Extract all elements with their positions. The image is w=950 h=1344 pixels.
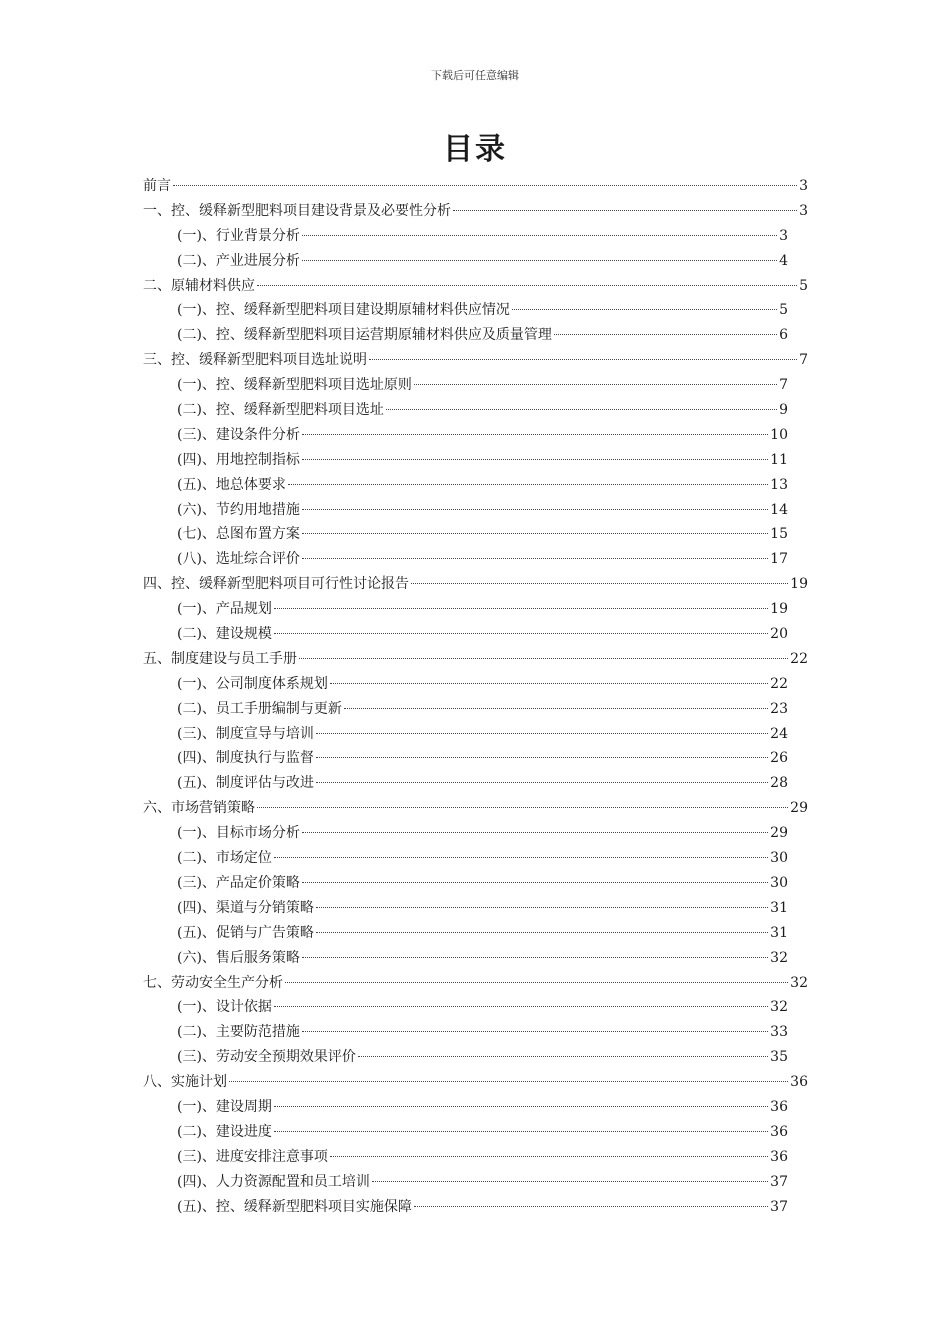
toc-dot-leader xyxy=(274,1131,768,1132)
toc-entry[interactable] xyxy=(143,249,808,274)
toc-entry[interactable] xyxy=(143,348,808,373)
toc-entry[interactable] xyxy=(143,274,808,299)
toc-entry[interactable] xyxy=(143,946,808,971)
toc-dot-leader xyxy=(302,1031,768,1032)
toc-entry[interactable] xyxy=(143,995,808,1020)
toc-entry-label: 二、原辅材料供应 xyxy=(143,277,255,294)
toc-entry-label: 前言 xyxy=(143,178,171,194)
toc-dot-leader xyxy=(285,982,788,983)
toc-entry[interactable] xyxy=(143,921,808,946)
toc-dot-leader xyxy=(302,434,768,435)
toc-entry-page-number: 36 xyxy=(770,1148,788,1165)
toc-entry-label: (四)、人力资源配置和员工培训 xyxy=(177,1173,370,1190)
toc-entry-label: (一)、建设周期 xyxy=(177,1098,272,1115)
toc-entry-page-number: 5 xyxy=(799,277,808,294)
toc-entry-label: (六)、售后服务策略 xyxy=(177,949,300,966)
toc-entry-label: (一)、产品规划 xyxy=(177,601,272,618)
toc-dot-leader xyxy=(274,1106,768,1107)
toc-entry-page-number: 30 xyxy=(770,850,788,867)
toc-dot-leader xyxy=(302,558,768,559)
toc-entry-page-number: 10 xyxy=(770,426,788,443)
toc-dot-leader xyxy=(372,1181,768,1182)
toc-dot-leader xyxy=(386,409,777,410)
page-title: 目录 xyxy=(443,132,507,167)
toc-entry[interactable] xyxy=(143,722,808,747)
toc-dot-leader xyxy=(288,484,768,485)
toc-dot-leader xyxy=(414,1206,768,1207)
toc-entry[interactable] xyxy=(143,298,808,323)
toc-entry[interactable] xyxy=(143,971,808,996)
toc-dot-leader xyxy=(257,285,797,286)
toc-entry-page-number: 26 xyxy=(770,750,788,767)
toc-entry-label: (二)、产业进展分析 xyxy=(177,252,300,269)
toc-dot-leader xyxy=(316,907,768,908)
toc-dot-leader xyxy=(554,334,777,335)
toc-entry-label: (四)、渠道与分销策略 xyxy=(177,899,314,916)
toc-dot-leader xyxy=(274,608,768,609)
toc-entry-page-number: 9 xyxy=(779,402,788,419)
toc-entry-page-number: 5 xyxy=(779,302,788,319)
toc-entry-page-number: 14 xyxy=(770,501,788,518)
toc-dot-leader xyxy=(369,359,797,360)
toc-entry-label: (五)、控、缓释新型肥料项目实施保障 xyxy=(177,1198,412,1215)
toc-dot-leader xyxy=(330,1156,768,1157)
toc-entry-page-number: 37 xyxy=(770,1198,788,1215)
toc-entry-page-number: 32 xyxy=(790,974,808,991)
toc-entry[interactable] xyxy=(143,697,808,722)
toc-entry-label: (八)、选址综合评价 xyxy=(177,551,300,568)
toc-entry-page-number: 29 xyxy=(790,800,808,817)
toc-dot-leader xyxy=(302,459,768,460)
toc-entry-page-number: 23 xyxy=(770,700,788,717)
toc-entry-label: 六、市场营销策略 xyxy=(143,800,255,817)
toc-entry[interactable] xyxy=(143,1120,808,1145)
toc-entry-page-number: 15 xyxy=(770,526,788,543)
toc-entry-page-number: 28 xyxy=(770,775,788,792)
toc-entry[interactable] xyxy=(143,647,808,672)
toc-entry-page-number: 3 xyxy=(799,202,808,219)
toc-entry-page-number: 17 xyxy=(770,551,788,568)
toc-entry[interactable] xyxy=(143,398,808,423)
toc-entry-label: 四、控、缓释新型肥料项目可行性讨论报告 xyxy=(143,576,409,593)
toc-dot-leader xyxy=(229,1081,788,1082)
header-note: 下载后可任意编辑 xyxy=(431,69,519,82)
toc-entry[interactable] xyxy=(143,1095,808,1120)
toc-entry-page-number: 32 xyxy=(770,949,788,966)
toc-dot-leader xyxy=(316,733,768,734)
toc-entry[interactable] xyxy=(143,323,808,348)
toc-entry-page-number: 19 xyxy=(790,576,808,593)
toc-entry-label: (一)、设计依据 xyxy=(177,999,272,1016)
toc-entry-label: (二)、建设进度 xyxy=(177,1123,272,1140)
toc-dot-leader xyxy=(316,782,768,783)
toc-entry-label: (四)、用地控制指标 xyxy=(177,451,300,468)
toc-entry-page-number: 20 xyxy=(770,626,788,643)
toc-entry[interactable] xyxy=(143,498,808,523)
toc-dot-leader xyxy=(453,210,797,211)
toc-entry[interactable] xyxy=(143,746,808,771)
toc-dot-leader xyxy=(414,384,777,385)
toc-dot-leader xyxy=(302,260,777,261)
toc-entry-label: 五、制度建设与员工手册 xyxy=(143,650,297,667)
toc-entry-label: (一)、控、缓释新型肥料项目选址原则 xyxy=(177,377,412,394)
toc-entry-page-number: 3 xyxy=(779,227,788,244)
toc-entry-page-number: 31 xyxy=(770,924,788,941)
toc-entry-page-number: 36 xyxy=(770,1123,788,1140)
toc-dot-leader xyxy=(302,882,768,883)
toc-entry-page-number: 4 xyxy=(779,252,788,269)
toc-entry-page-number: 6 xyxy=(779,327,788,344)
toc-dot-leader xyxy=(274,633,768,634)
toc-dot-leader xyxy=(302,957,768,958)
toc-dot-leader xyxy=(274,857,768,858)
toc-dot-leader xyxy=(302,533,768,534)
toc-entry-label: (六)、节约用地措施 xyxy=(177,501,300,518)
toc-dot-leader xyxy=(302,509,768,510)
toc-entry-label: (三)、建设条件分析 xyxy=(177,426,300,443)
toc-entry-page-number: 35 xyxy=(770,1049,788,1066)
toc-entry[interactable] xyxy=(143,1020,808,1045)
toc-dot-leader xyxy=(330,683,768,684)
toc-entry[interactable] xyxy=(143,672,808,697)
toc-entry[interactable] xyxy=(143,771,808,796)
toc-entry[interactable] xyxy=(143,1045,808,1070)
toc-entry-label: (二)、主要防范措施 xyxy=(177,1024,300,1041)
toc-entry-label: (三)、劳动安全预期效果评价 xyxy=(177,1049,356,1066)
toc-entry-page-number: 29 xyxy=(770,825,788,842)
toc-dot-leader xyxy=(344,708,768,709)
toc-entry-label: (一)、行业背景分析 xyxy=(177,227,300,244)
toc-entry-label: (五)、制度评估与改进 xyxy=(177,775,314,792)
toc-dot-leader xyxy=(316,932,768,933)
toc-entry-label: 八、实施计划 xyxy=(143,1074,227,1091)
toc-entry[interactable] xyxy=(143,1145,808,1170)
toc-entry-label: (三)、产品定价策略 xyxy=(177,874,300,891)
toc-entry-label: (一)、控、缓释新型肥料项目建设期原辅材料供应情况 xyxy=(177,302,510,319)
toc-entry[interactable] xyxy=(143,821,808,846)
toc-dot-leader xyxy=(173,185,797,186)
toc-dot-leader xyxy=(411,583,788,584)
toc-entry-page-number: 31 xyxy=(770,899,788,916)
toc-entry[interactable] xyxy=(143,896,808,921)
toc-entry[interactable] xyxy=(143,423,808,448)
toc-entry[interactable] xyxy=(143,199,808,224)
toc-entry-label: 七、劳动安全生产分析 xyxy=(143,974,283,991)
toc-dot-leader xyxy=(512,309,777,310)
toc-entry-page-number: 36 xyxy=(770,1098,788,1115)
toc-entry-page-number: 3 xyxy=(799,178,808,194)
toc-entry[interactable] xyxy=(143,846,808,871)
toc-entry-label: (一)、目标市场分析 xyxy=(177,825,300,842)
table-of-contents xyxy=(143,174,808,1219)
toc-entry-page-number: 11 xyxy=(770,451,788,468)
toc-entry-page-number: 33 xyxy=(770,1024,788,1041)
toc-entry-page-number: 37 xyxy=(770,1173,788,1190)
toc-entry-label: (五)、促销与广告策略 xyxy=(177,924,314,941)
toc-entry-page-number: 32 xyxy=(770,999,788,1016)
toc-entry-label: (二)、市场定位 xyxy=(177,850,272,867)
toc-entry-page-number: 22 xyxy=(790,650,808,667)
toc-entry[interactable] xyxy=(143,448,808,473)
toc-entry[interactable] xyxy=(143,522,808,547)
toc-entry-page-number: 19 xyxy=(770,601,788,618)
toc-entry-page-number: 22 xyxy=(770,675,788,692)
toc-entry-label: (二)、员工手册编制与更新 xyxy=(177,700,342,717)
toc-entry-label: (一)、公司制度体系规划 xyxy=(177,675,328,692)
toc-entry-label: (三)、制度宣导与培训 xyxy=(177,725,314,742)
toc-entry[interactable] xyxy=(143,597,808,622)
toc-dot-leader xyxy=(316,757,768,758)
toc-entry-label: (七)、总图布置方案 xyxy=(177,526,300,543)
toc-entry-label: (二)、控、缓释新型肥料项目运营期原辅材料供应及质量管理 xyxy=(177,327,552,344)
toc-entry-page-number: 30 xyxy=(770,874,788,891)
toc-entry[interactable] xyxy=(143,224,808,249)
toc-entry-label: (三)、进度安排注意事项 xyxy=(177,1148,328,1165)
toc-entry[interactable] xyxy=(143,622,808,647)
toc-dot-leader xyxy=(302,832,768,833)
toc-dot-leader xyxy=(302,235,777,236)
toc-entry-page-number: 36 xyxy=(790,1074,808,1091)
toc-dot-leader xyxy=(274,1006,768,1007)
toc-entry-label: 三、控、缓释新型肥料项目选址说明 xyxy=(143,352,367,369)
toc-entry-label: (四)、制度执行与监督 xyxy=(177,750,314,767)
toc-entry-label: 一、控、缓释新型肥料项目建设背景及必要性分析 xyxy=(143,202,451,219)
toc-entry-page-number: 24 xyxy=(770,725,788,742)
toc-entry-label: (二)、控、缓释新型肥料项目选址 xyxy=(177,402,384,419)
toc-dot-leader xyxy=(299,658,788,659)
toc-dot-leader xyxy=(358,1056,768,1057)
toc-entry[interactable] xyxy=(143,547,808,572)
toc-entry[interactable] xyxy=(143,796,808,821)
toc-entry[interactable] xyxy=(143,871,808,896)
toc-entry-label: (五)、地总体要求 xyxy=(177,476,286,493)
toc-entry-label: (二)、建设规模 xyxy=(177,626,272,643)
toc-entry[interactable] xyxy=(143,373,808,398)
toc-entry-page-number: 7 xyxy=(799,352,808,369)
toc-entry[interactable] xyxy=(143,572,808,597)
toc-entry[interactable] xyxy=(143,473,808,498)
toc-entry[interactable] xyxy=(143,1070,808,1095)
toc-dot-leader xyxy=(257,807,788,808)
toc-entry[interactable] xyxy=(143,1195,808,1220)
toc-entry[interactable] xyxy=(143,174,808,199)
toc-entry[interactable] xyxy=(143,1170,808,1195)
toc-entry-page-number: 13 xyxy=(770,476,788,493)
toc-entry-page-number: 7 xyxy=(779,377,788,394)
